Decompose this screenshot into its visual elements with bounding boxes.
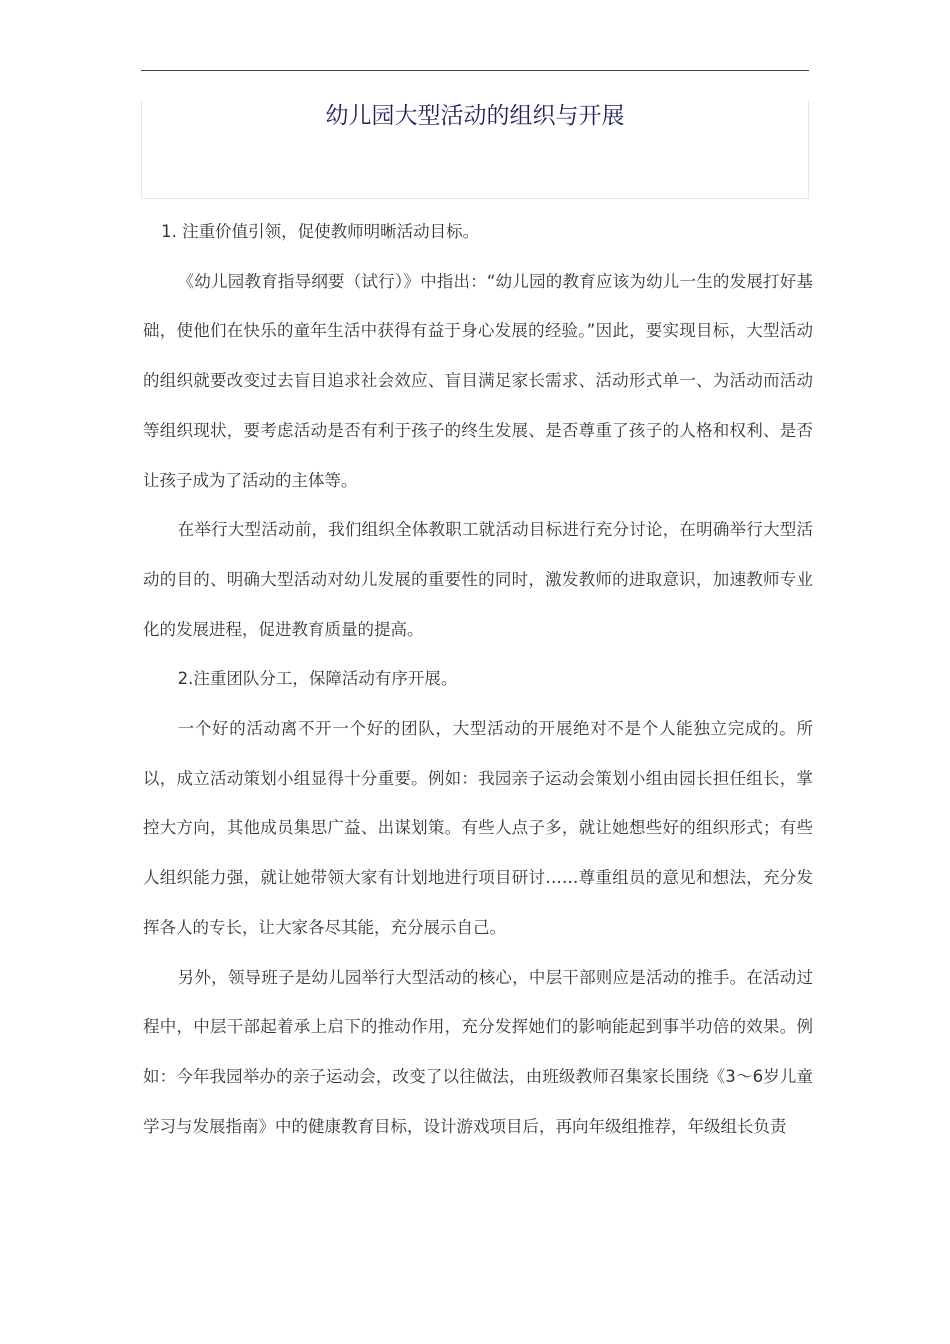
document-body <box>143 207 813 1151</box>
body-paragraph: 另外，领导班子是幼儿园举行大型活动的核心，中层干部则应是活动的推手。在活动过程中，中层干部起着承上启下的推动作用，充分发挥她们的影响能起到事半功倍的效果。例如：今年我园举办的亲子运动会，改变了以往做法，由班级教师召集家长围绕《3～6岁儿童学习与发展指南》中的健康教育目标，设计游戏项目后，再向年级组推荐，年级组长负责 <box>143 967 813 1136</box>
section-heading-1: 1. 注重价值引领，促使教师明晰活动目标。 <box>161 222 480 241</box>
document-title: 幼儿园大型活动的组织与开展 <box>325 103 625 129</box>
title-box <box>141 101 809 199</box>
body-paragraph: 一个好的活动离不开一个好的团队，大型活动的开展绝对不是个人能独立完成的。所以，成立活动策划小组显得十分重要。例如：我园亲子运动会策划小组由园长担任组长，掌控大方向，其他成员集思广益、出谋划策。有些人点子多，就让她想些好的组织形式；有些人组织能力强，就让她带领大家有计划地进行项目研讨……尊重组员的意见和想法，充分发挥各人的专长，让大家各尽其能，充分展示自己。 <box>143 719 813 937</box>
body-paragraph: 在举行大型活动前，我们组织全体教职工就活动目标进行充分讨论，在明确举行大型活动的目的、明确大型活动对幼儿发展的重要性的同时，激发教师的进取意识，加速教师专业化的发展进程，促进教育质量的提高。 <box>143 520 813 639</box>
section-heading-2: 2.注重团队分工，保障活动有序开展。 <box>177 669 458 689</box>
header-rule <box>141 70 809 71</box>
body-paragraph: 《幼儿园教育指导纲要（试行）》中指出：“幼儿园的教育应该为幼儿一生的发展打好基础，使他们在快乐的童年生活中获得有益于身心发展的经验。”因此，要实现目标，大型活动的组织就要改变过去盲目追求社会效应、盲目满足家长需求、活动形式单一、为活动而活动等组织现状，要考虑活动是否有利于孩子的终生发展、是否尊重了孩子的人格和权利、是否让孩子成为了活动的主体等。 <box>143 271 813 490</box>
